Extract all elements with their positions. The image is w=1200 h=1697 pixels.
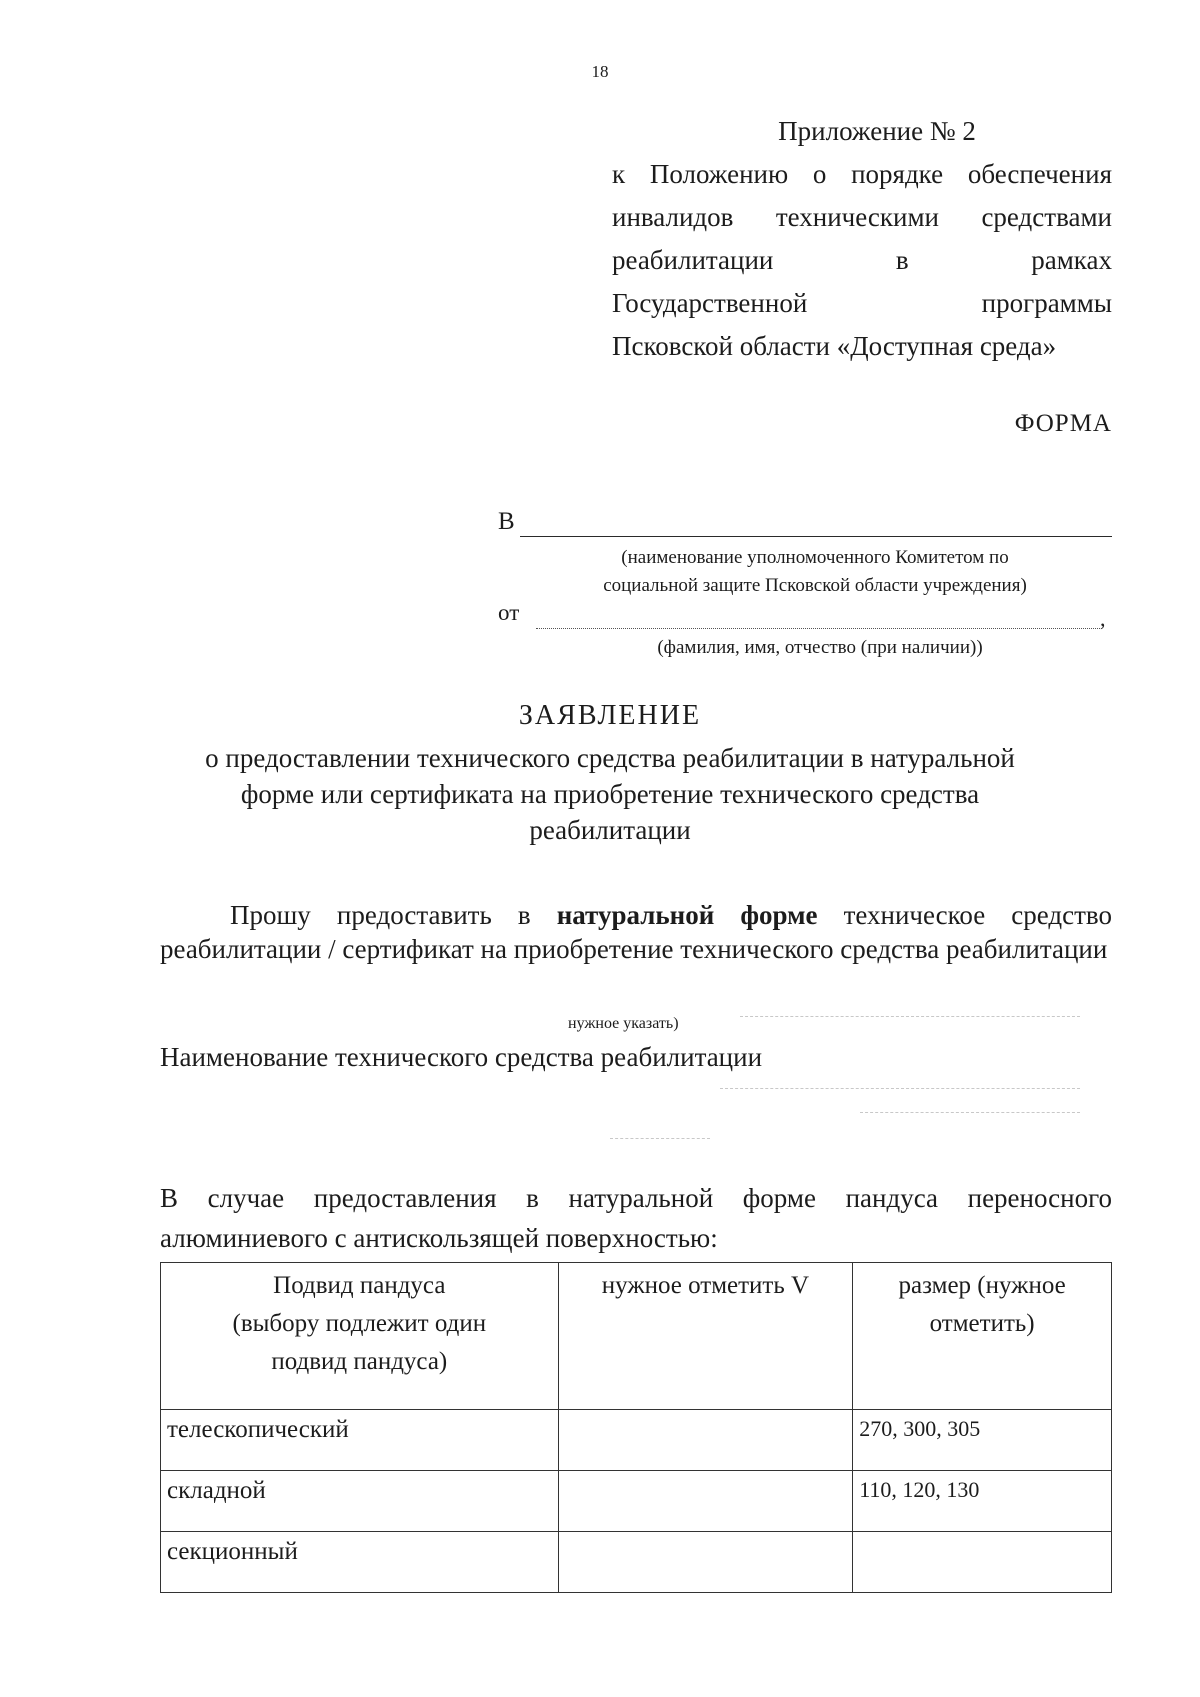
- form-label: ФОРМА: [1014, 410, 1112, 437]
- header-subtype-line-1: Подвид пандуса: [273, 1272, 446, 1299]
- appendix-line-2: инвалидов техническими средствами: [612, 202, 1112, 232]
- appendix-line-1: к Положению о порядке обеспечения: [612, 159, 1112, 189]
- addressee-org-hint: [530, 544, 1100, 600]
- row-size[interactable]: [853, 1532, 1112, 1593]
- table-row: [161, 1532, 1112, 1593]
- tsr-name-field-1[interactable]: [720, 1088, 1080, 1089]
- header-subtype-line-2: (выбору подлежит один: [232, 1310, 487, 1337]
- tsr-name-label: Наименование технического средства реабилитации: [160, 1042, 763, 1072]
- row-mark-cell[interactable]: [558, 1532, 853, 1593]
- header-subtype-line-3: подвид пандуса): [271, 1348, 448, 1375]
- row-mark-cell[interactable]: [558, 1471, 853, 1532]
- table-row: [161, 1410, 1112, 1471]
- appendix-line-3: реабилитации в рамках: [612, 245, 1112, 275]
- ramp-table-header-row: [161, 1263, 1112, 1410]
- row-mark-cell[interactable]: [558, 1410, 853, 1471]
- appendix-header: [612, 110, 1112, 368]
- addressee-from-prefix: от: [498, 600, 520, 625]
- request-text-before: Прошу предоставить в: [230, 900, 557, 930]
- row-size[interactable]: 270, 300, 305: [853, 1410, 1112, 1471]
- header-size-line-2: отметить): [929, 1310, 1035, 1337]
- needed-hint: нужное указать): [568, 1015, 679, 1032]
- header-size: [853, 1263, 1112, 1410]
- header-mark: нужное отметить V: [558, 1263, 853, 1410]
- applicant-fio-field[interactable]: [536, 628, 1100, 629]
- applicant-fio-hint: (фамилия, имя, отчество (при наличии)): [657, 637, 983, 658]
- appendix-line-4: Государственной программы: [612, 288, 1112, 318]
- request-bold-text: натуральной форме: [556, 900, 818, 930]
- addressee-to-prefix: В: [498, 508, 515, 535]
- appendix-line-5: Псковской области «Доступная среда»: [612, 331, 1057, 361]
- document-title: ЗАЯВЛЕНИЕ: [518, 700, 702, 731]
- choice-field[interactable]: [740, 1016, 1080, 1017]
- header-size-line-1: размер (нужное: [898, 1272, 1066, 1299]
- addressee-org-hint-line-2: социальной защите Псковской области учреждения): [603, 575, 1027, 596]
- appendix-title: Приложение № 2: [778, 116, 976, 146]
- request-paragraph: [160, 898, 1112, 966]
- row-size[interactable]: 110, 120, 130: [853, 1471, 1112, 1532]
- header-subtype: [161, 1263, 559, 1410]
- row-subtype: секционный: [161, 1532, 559, 1593]
- document-subtitle-line-1: о предоставлении технического средства реабилитации в натуральной: [205, 743, 1015, 773]
- table-row: [161, 1471, 1112, 1532]
- ramp-intro: В случае предоставления в натуральной форме пандуса переносного алюминиевого с антискользящей поверхностью:: [160, 1183, 1112, 1253]
- tsr-name-field-2[interactable]: [860, 1112, 1080, 1113]
- document-subtitle: [150, 740, 1070, 848]
- document-subtitle-line-3: реабилитации: [529, 815, 691, 845]
- request-text-after: техническое средство реабилитации / сертификат на приобретение технического средства реабилитации: [160, 900, 1112, 964]
- document-subtitle-line-2: форме или сертификата на приобретение технического средства: [240, 779, 980, 809]
- page-number: 18: [591, 62, 609, 81]
- row-subtype: складной: [161, 1471, 559, 1532]
- addressee-org-hint-line-1: (наименование уполномоченного Комитетом по: [621, 547, 1009, 568]
- tsr-name-field-3[interactable]: [610, 1138, 710, 1139]
- fio-comma: ,: [1100, 606, 1106, 631]
- row-subtype: телескопический: [161, 1410, 559, 1471]
- addressee-org-field[interactable]: [520, 536, 1112, 537]
- ramp-table: [160, 1262, 1112, 1593]
